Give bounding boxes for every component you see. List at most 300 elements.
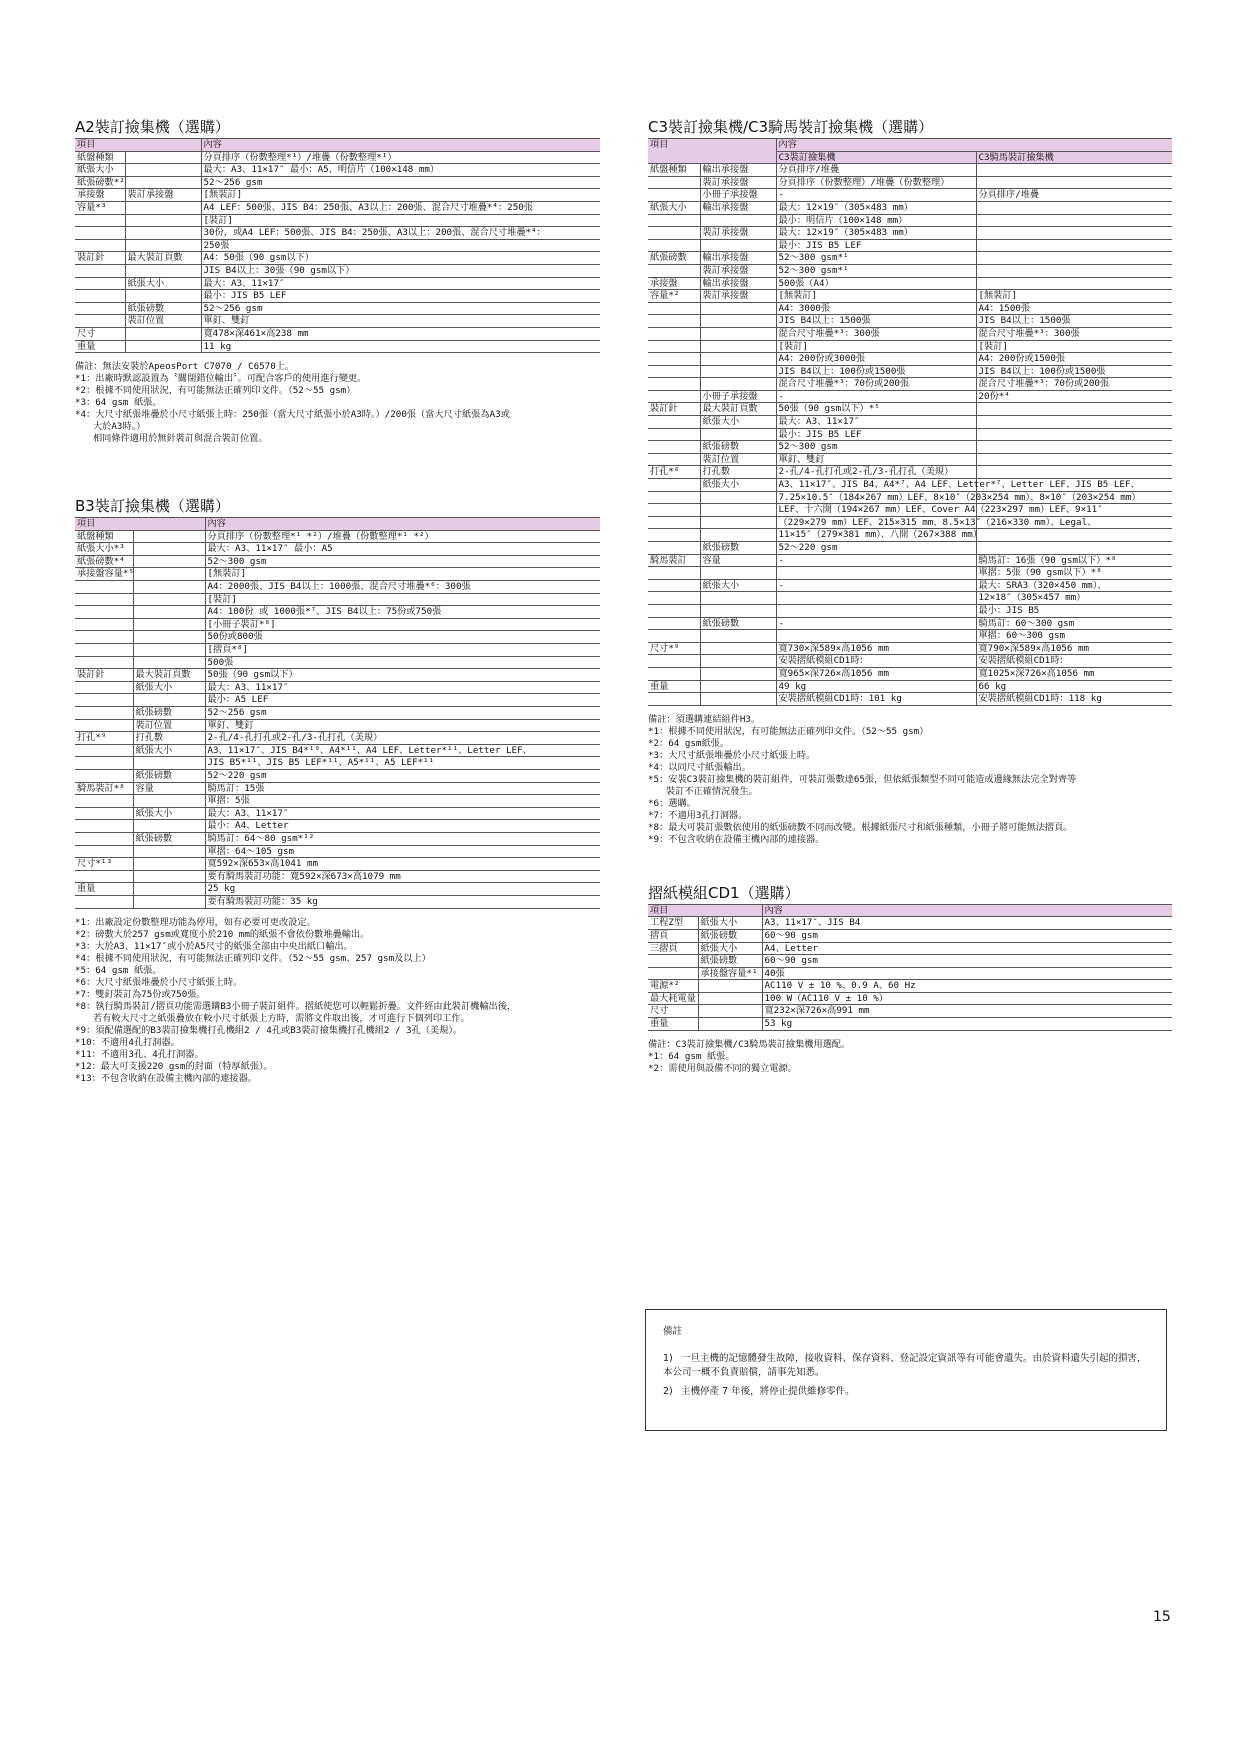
row-value: [976, 441, 1172, 454]
row-value: 最小：JIS B5 LEF: [776, 239, 976, 252]
table-row: [75, 315, 600, 328]
row-value: 49 kg: [776, 680, 976, 693]
row-category: [75, 581, 133, 594]
row-value: -: [776, 189, 976, 202]
row-subitem: [133, 618, 205, 631]
row-category: [648, 504, 700, 517]
table-header: [75, 139, 600, 152]
row-subitem: [133, 593, 205, 606]
subheader-c3: C3裝訂撿集機: [776, 151, 976, 164]
row-subitem: [698, 980, 762, 993]
row-value: A4 LEF：500張、JIS B4：250張、A3以上：200張、混合尺寸堆疊*⁴：250張: [201, 201, 600, 214]
note-line: *13：不包含收納在設備主機內部的連接器。: [75, 1072, 257, 1084]
row-subitem: [125, 227, 201, 240]
table-row: [648, 980, 1172, 993]
table-row: [648, 579, 1172, 592]
row-category: [75, 227, 125, 240]
row-subitem: 承接盤容量*¹: [698, 967, 762, 980]
row-value: 最小：JIS B5 LEF: [776, 428, 976, 441]
table-row: [648, 390, 1172, 403]
row-value: [976, 176, 1172, 189]
row-category: [648, 302, 700, 315]
table-row: [75, 543, 600, 556]
table-row: [648, 201, 1172, 214]
row-value: 騎馬訂：60～300 gsm: [976, 617, 1172, 630]
row-value: A4：3000張: [776, 302, 976, 315]
row-value: [776, 567, 976, 580]
a2-spec-table: [75, 138, 600, 353]
table-row: [648, 340, 1172, 353]
note-line: *2：64 gsm紙張。: [648, 737, 730, 749]
row-value: [776, 592, 976, 605]
row-value: 2-孔/4-孔打孔或2-孔/3-孔打孔（美規）: [776, 466, 976, 479]
row-category: 承接盤: [75, 189, 125, 202]
note-line: *2：需使用與設備不同的獨立電源。: [648, 1062, 797, 1074]
table-row: [648, 504, 1172, 517]
row-category: 承接盤容量*⁵: [77, 568, 134, 580]
remark-item: [663, 1385, 855, 1399]
row-subitem: [133, 568, 205, 581]
row-category: 紙張磅數: [648, 252, 700, 265]
row-category: 騎馬裝訂*⁸: [75, 782, 133, 795]
table-row: [648, 453, 1172, 466]
row-subitem: [700, 378, 776, 391]
table-row: [75, 719, 600, 732]
remark-item-text: 一旦主機的記憶體發生故障，接收資料、保存資料、登記設定資訊等有可能會遺失。由於資料遺失引起的損害，本公司一概不負責賠償，請事先知悉。: [663, 1353, 1147, 1378]
row-category: [648, 327, 700, 340]
row-category: [648, 264, 700, 277]
note-line: *4：根據不同使用狀況，有可能無法正確列印文件。（52～55 gsm、257 gsm及以上）: [75, 952, 431, 964]
row-value: 40張: [762, 967, 1172, 980]
row-category: [75, 656, 133, 669]
table-row: [648, 189, 1172, 202]
row-value: 最小：A5 LEF: [205, 694, 600, 707]
row-category: [75, 832, 133, 845]
row-value: 60～90 gsm: [762, 929, 1172, 942]
row-category: 重量: [648, 1018, 698, 1031]
remark-box: [645, 1309, 1167, 1431]
table-row: [648, 264, 1172, 277]
row-subitem: 紙張磅數: [125, 302, 201, 315]
note-line: *1：根據不同使用狀況，有可能無法正確列印文件。（52～55 gsm）: [648, 725, 929, 737]
table-row: [75, 769, 600, 782]
table-row: [648, 441, 1172, 454]
b3-title: B3裝訂撿集機（選購）: [75, 497, 230, 516]
table-row: [75, 151, 600, 164]
row-value: 11×15″（279×381 mm）、八開（267×388 mm）: [776, 529, 976, 542]
row-category: [648, 579, 700, 592]
row-category: [75, 807, 133, 820]
row-subitem: 裝訂承接盤: [700, 290, 776, 303]
table-row: [75, 327, 600, 340]
table-row: [75, 189, 600, 202]
row-category: [75, 707, 133, 720]
row-subitem: [133, 870, 205, 883]
row-category: 紙張大小*³: [75, 543, 133, 556]
note-line: *3：大尺寸紙張堆疊於小尺寸紙張上時。: [648, 749, 816, 761]
table-row: [648, 542, 1172, 555]
row-subitem: 小冊子承接盤: [700, 189, 776, 202]
row-value: 最小：JIS B5 LEF: [201, 290, 600, 303]
subheader-blank: [648, 151, 776, 164]
table-row: [75, 694, 600, 707]
table-row: [648, 667, 1172, 680]
note-line: 裝訂不正確情況發生。: [666, 785, 758, 797]
table-row: [648, 239, 1172, 252]
table-row: [75, 832, 600, 845]
row-subitem: [125, 327, 201, 340]
row-value: 寬232×深726×高991 mm: [762, 1005, 1172, 1018]
table-row: [648, 327, 1172, 340]
row-value: 52～300 gsm*¹: [776, 252, 976, 265]
table-row: [75, 214, 600, 227]
note-line: *3：大於A3、11×17″或小於A5尺寸的紙張全部由中央出紙口輸出。: [75, 940, 353, 952]
row-value: [976, 164, 1172, 177]
row-value: [976, 453, 1172, 466]
row-category: 紙盤種類: [75, 151, 125, 164]
row-value: 最大：A3、11×17″: [205, 681, 600, 694]
row-value: 100 W（AC110 V ± 10 %）: [762, 992, 1172, 1005]
table-row: [648, 227, 1172, 240]
row-value: 7.25×10.5″（184×267 mm）LEF、8×10″（203×254 mm）、8×10″（203×254 mm）: [776, 491, 976, 504]
row-subitem: [133, 631, 205, 644]
table-row: [648, 353, 1172, 366]
row-category: [648, 227, 700, 240]
row-category: [648, 955, 698, 968]
row-value: A4：200份或3000張: [776, 353, 976, 366]
table-row: [75, 795, 600, 808]
row-category: [648, 693, 700, 706]
row-category: [75, 694, 133, 707]
row-category: [648, 239, 700, 252]
row-subitem: [125, 176, 201, 189]
row-value: 52～256 gsm: [205, 707, 600, 720]
row-category: [648, 655, 700, 668]
cd1-spec-table: [648, 904, 1172, 1031]
table-row: [648, 403, 1172, 416]
table-row: [75, 870, 600, 883]
row-category: 尺寸*⁹: [648, 642, 700, 655]
row-subitem: 裝訂承接盤: [700, 264, 776, 277]
row-category: [75, 757, 133, 770]
note-line: *7：雙釘裝訂為75份或750張。: [75, 988, 206, 1000]
row-subitem: 紙張大小: [700, 579, 776, 592]
row-subitem: 紙張磅數: [700, 441, 776, 454]
note-line: *5：安裝C3裝訂撿集機的裝訂組件，可裝訂張數達65張，但依紙張類型不同可能造成邊緣無法完全對齊等: [648, 773, 1077, 785]
row-category: [648, 176, 700, 189]
row-value: A4、Letter: [762, 942, 1172, 955]
note-line: *3：64 gsm 紙張。: [75, 397, 162, 409]
table-row: [75, 277, 600, 290]
row-subitem: 裝訂承接盤: [125, 189, 201, 202]
note-line: *6：大尺寸紙張堆疊於小尺寸紙張上時。: [75, 976, 243, 988]
row-subitem: [700, 642, 776, 655]
row-subitem: [700, 315, 776, 328]
row-subitem: 容量: [133, 782, 205, 795]
row-value: A3、11×17″、JIS B4: [762, 917, 1172, 930]
row-value: 單摺：64～105 gsm: [205, 845, 600, 858]
c3-spec-table: [648, 138, 1172, 706]
row-category: [648, 516, 700, 529]
row-subitem: [133, 820, 205, 833]
header-item: 項目: [75, 139, 201, 152]
row-category: [648, 491, 700, 504]
row-category: [75, 719, 133, 732]
row-subitem: [133, 543, 205, 556]
row-subitem: 輸出承接盤: [700, 277, 776, 290]
row-value: 安裝摺紙模組CD1時：: [976, 655, 1172, 668]
row-category: 尺寸: [75, 327, 125, 340]
table-row: [648, 290, 1172, 303]
table-row: [648, 416, 1172, 429]
note-line: *7：不適用3孔打洞器。: [648, 809, 748, 821]
header-content: 內容: [776, 139, 1172, 152]
row-category: 重量: [648, 680, 700, 693]
row-subitem: [700, 353, 776, 366]
row-value: 安裝摺紙模組CD1時：101 kg: [776, 693, 976, 706]
row-value: 最大：A3、11×17″: [776, 416, 976, 429]
row-subitem: [700, 491, 776, 504]
row-value: JIS B4以上：1500張: [976, 315, 1172, 328]
table-row: [75, 707, 600, 720]
row-category: 容量*³: [75, 201, 125, 214]
row-value: A4：200份或1500張: [976, 353, 1172, 366]
row-subitem: 紙張大小: [133, 681, 205, 694]
row-value: 要有騎馬裝訂功能：35 kg: [205, 895, 600, 908]
row-category: [75, 290, 125, 303]
row-value: [裝訂]: [201, 214, 600, 227]
table-row: [648, 164, 1172, 177]
table-row: [75, 201, 600, 214]
table-row: [75, 568, 600, 581]
row-value: 混合尺寸堆疊*³：70份或200張: [776, 378, 976, 391]
c3-notes: [648, 714, 1172, 846]
row-value: 50份或800張: [205, 631, 600, 644]
row-value: [776, 604, 976, 617]
note-line: 大於A3時。）: [93, 421, 146, 433]
table-row: [648, 680, 1172, 693]
row-category: [648, 667, 700, 680]
row-value: 分頁排序（份數整理*¹ *²）/堆疊（份數整理*¹ *²）: [205, 530, 600, 543]
table-row: [648, 642, 1172, 655]
row-category: [648, 378, 700, 391]
table-row: [75, 164, 600, 177]
table-row: [648, 315, 1172, 328]
row-category: [75, 618, 133, 631]
row-value: [無裝訂]: [976, 290, 1172, 303]
row-value: 60～90 gsm: [762, 955, 1172, 968]
table-row: [648, 1005, 1172, 1018]
note-line: *1：出廠設定份數整理功能為停用，如有必要可更改設定。: [75, 916, 316, 928]
note-line: *10：不適用4孔打洞器。: [75, 1036, 180, 1048]
row-category: [648, 416, 700, 429]
row-value: 最大：A3、11×17″ 最小：A5: [205, 543, 600, 556]
row-category: [75, 820, 133, 833]
row-subitem: [133, 858, 205, 871]
note-line: *5：64 gsm 紙張。: [75, 964, 162, 976]
row-category: 重量: [75, 340, 125, 353]
row-subitem: [700, 680, 776, 693]
row-subitem: 裝訂承接盤: [700, 227, 776, 240]
row-value: 寬592×深653×高1041 mm: [205, 858, 600, 871]
row-value: JIS B4以上：30張（90 gsm以下）: [201, 264, 600, 277]
row-value: 分頁排序（份數整理）/堆疊（份數整理）: [776, 176, 976, 189]
table-row: [75, 252, 600, 265]
row-value: -: [776, 579, 976, 592]
row-subitem: 紙張大小: [700, 479, 776, 492]
row-value: [976, 252, 1172, 265]
row-value: [小冊子裝訂*⁸]: [205, 618, 600, 631]
row-value: [976, 542, 1172, 555]
table-row: [75, 264, 600, 277]
row-subitem: [133, 644, 205, 657]
row-subitem: [133, 895, 205, 908]
row-value: [976, 428, 1172, 441]
row-category: 裝訂針: [75, 252, 125, 265]
row-value: [976, 529, 1172, 542]
row-category: [75, 277, 125, 290]
row-category: 重量: [75, 883, 133, 896]
note-line: *8：最大可裝訂張數依使用的紙張磅數不同而改變。根據紙張尺寸和紙張種類，小冊子將可能無法摺頁。: [648, 821, 1073, 833]
table-row: [75, 669, 600, 682]
a2-notes: [75, 361, 600, 445]
table-row: [648, 967, 1172, 980]
row-subitem: 輸出承接盤: [700, 252, 776, 265]
row-subitem: 裝訂承接盤: [700, 176, 776, 189]
table-row: [75, 656, 600, 669]
row-value: [無裝訂]: [205, 568, 600, 581]
note-line: 備註：須選購連結組件H3。: [648, 713, 761, 725]
row-value: 2-孔/4-孔打孔或2-孔/3-孔打孔（美規）: [205, 732, 600, 745]
table-row: [75, 340, 600, 353]
b3-spec-table: [75, 517, 600, 908]
table-row: [648, 942, 1172, 955]
table-row: [648, 277, 1172, 290]
table-row: [75, 290, 600, 303]
row-value: 安裝摺紙模組CD1時：118 kg: [976, 693, 1172, 706]
table-header: [648, 904, 1172, 917]
row-category: [648, 529, 700, 542]
row-value: 11 kg: [201, 340, 600, 353]
row-category: 紙盤種類: [75, 530, 133, 543]
note-line: *8：執行騎馬裝訂/摺頁功能需選購B3小冊子裝訂組件。摺紙使您可以輕鬆折疊。文件經由此裝訂機輸出後，: [75, 1000, 517, 1012]
row-value: 最大：12×19″（305×483 mm）: [776, 227, 976, 240]
row-category: 承接盤: [648, 277, 700, 290]
table-row: [75, 644, 600, 657]
note-line: *4：大尺寸紙張堆疊於小尺寸紙張上時：250張（當大尺寸紙張小於A3時。）/200張（當大尺寸紙張為A3或: [75, 409, 510, 421]
row-category: [648, 365, 700, 378]
cd1-title: 摺紙模組CD1（選購）: [648, 883, 800, 902]
note-line: *4：以同尺寸紙張輸出。: [648, 761, 751, 773]
row-category: 騎馬裝訂: [648, 554, 700, 567]
row-value: [976, 403, 1172, 416]
table-row: [648, 365, 1172, 378]
row-category: [75, 302, 125, 315]
row-category: [75, 769, 133, 782]
table-row: [648, 176, 1172, 189]
row-value: [976, 277, 1172, 290]
row-value: A4：100份 或 1000張*⁷、JIS B4以上：75份或750張: [205, 606, 600, 619]
row-category: 打孔*⁹: [75, 732, 133, 745]
remark-item-number: 2): [663, 1386, 673, 1397]
table-row: [75, 581, 600, 594]
row-value: 500張（A4）: [776, 277, 976, 290]
row-value: 單摺：5張: [205, 795, 600, 808]
row-value: AC110 V ± 10 %、0.9 A、60 Hz: [762, 980, 1172, 993]
row-value: 250張: [201, 239, 600, 252]
row-subitem: [133, 530, 205, 543]
table-row: [75, 820, 600, 833]
note-line: *11：不適用3孔、4孔打洞器。: [75, 1048, 204, 1060]
table-row: [648, 630, 1172, 643]
row-subitem: 紙張磅數: [700, 617, 776, 630]
row-value: [976, 466, 1172, 479]
row-subitem: 最大裝訂頁數: [125, 252, 201, 265]
cd1-notes: [648, 1039, 1172, 1075]
row-value: 單摺：5張（90 gsm以下）*⁸: [976, 567, 1172, 580]
row-value: 30份，或A4 LEF：500張、JIS B4：250張、A3以上：200張、混合尺寸堆疊*⁴：: [201, 227, 600, 240]
row-value: 52～256 gsm: [201, 302, 600, 315]
row-category: [648, 604, 700, 617]
row-value: 52～300 gsm*¹: [776, 264, 976, 277]
row-category: 裝訂針: [75, 669, 133, 682]
note-line: *2：磅數大於257 gsm或寬度小於210 mm的紙張不會依份數堆疊輸出。: [75, 928, 370, 940]
row-subitem: [700, 604, 776, 617]
table-header: [648, 139, 1172, 152]
row-subitem: [700, 365, 776, 378]
row-subitem: 紙張磅數: [133, 707, 205, 720]
row-subitem: [133, 795, 205, 808]
row-subitem: 紙張大小: [698, 942, 762, 955]
row-value: [976, 416, 1172, 429]
row-value: 單摺：60～300 gsm: [976, 630, 1172, 643]
row-value: 騎馬訂：64～80 gsm*¹²: [205, 832, 600, 845]
row-category: 紙張大小: [75, 164, 125, 177]
table-row: [75, 176, 600, 189]
a2-title: A2裝訂撿集機（選購）: [75, 118, 230, 136]
row-value: 寬965×深726×高1056 mm: [776, 667, 976, 680]
table-row: [648, 491, 1172, 504]
row-subitem: 打孔數: [133, 732, 205, 745]
row-value: 53 kg: [762, 1018, 1172, 1031]
remark-title: 備註: [663, 1326, 683, 1337]
row-value: 最大：A3、11×17″: [201, 277, 600, 290]
table-row: [648, 516, 1172, 529]
row-category: 尺寸: [648, 1005, 698, 1018]
row-category: 摺頁: [648, 929, 698, 942]
row-subitem: [700, 667, 776, 680]
table-row: [648, 917, 1172, 930]
row-category: [648, 340, 700, 353]
row-category: [75, 264, 125, 277]
row-category: [648, 630, 700, 643]
row-subitem: [133, 606, 205, 619]
row-category: 紙張磅數*²: [77, 176, 125, 188]
row-subitem: [698, 1005, 762, 1018]
row-category: [648, 315, 700, 328]
row-value: 52～256 gsm: [201, 176, 600, 189]
row-value: 52～220 gsm: [205, 769, 600, 782]
table-row: [75, 631, 600, 644]
row-category: [648, 390, 700, 403]
row-value: 分頁排序（份數整理*¹）/堆疊（份數整理*¹）: [201, 151, 600, 164]
row-subitem: [125, 264, 201, 277]
table-row: [75, 757, 600, 770]
table-row: [75, 895, 600, 908]
table-row: [75, 744, 600, 757]
row-subitem: [125, 239, 201, 252]
table-row: [75, 239, 600, 252]
